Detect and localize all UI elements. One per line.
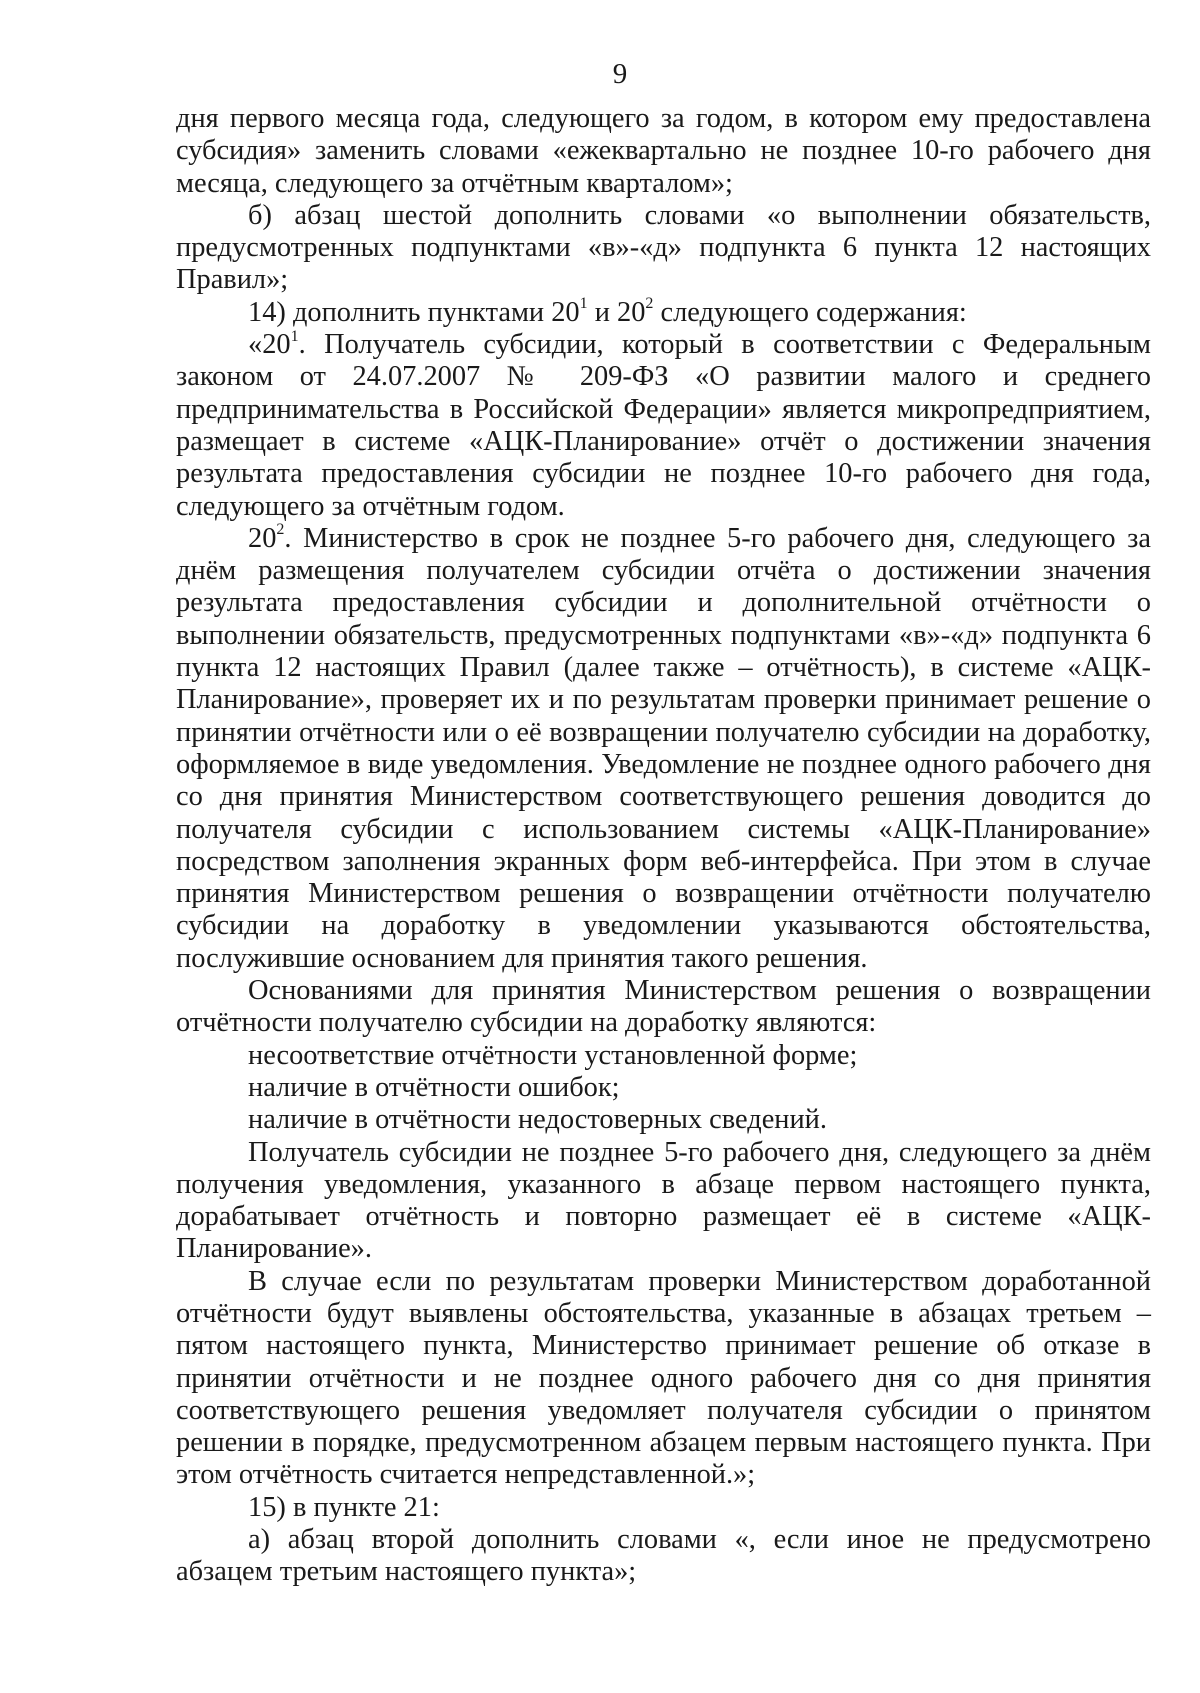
document-body — [176, 103, 1151, 1589]
item-14-text-end: следующего содержания: — [653, 296, 967, 328]
item-14-superscript-2: 2 — [645, 295, 654, 313]
paragraph-item-14 — [176, 297, 1151, 329]
list-item-false-info: наличие в отчётности недостоверных сведений. — [248, 1104, 827, 1136]
list-item-form-mismatch: несоответствие отчётности установленной форме; — [248, 1039, 858, 1071]
paragraph-point-20-2 — [176, 523, 1151, 975]
paragraph-point-20-1 — [176, 329, 1151, 523]
point-20-2-superscript: 2 — [276, 521, 285, 539]
point-20-1-number: «20 — [248, 329, 291, 361]
point-20-2-text: . Министерство в срок не позднее 5-го рабочего дня, следующего за днём размещения получателем субсидии отчёта о достижении значения результата предоставления субсидии и дополнительной отчётности о выполнении обязательств, предусмотренных подпунктами «в»-«д» подпункта 6 пункта 12 настоящих Правил (далее также – отчётность), в системе «АЦК-Планирование», проверяет их и по результатам проверки принимает решение о принятии отчётности или о её возвращении получателю субсидии на доработку, оформляемое в виде уведомления. Уведомление не позднее одного рабочего дня со дня принятия Министерством соответствующего решения доводится до получателя субсидии с использованием системы «АЦК-Планирование» посредством заполнения экранных форм веб-интерфейса. При этом в случае принятия Министерством решения о возвращении отчётности получателю субсидии на доработку в уведомлении указываются обстоятельства, послужившие основанием для принятия такого решения. — [176, 522, 1151, 974]
point-20-1-text: . Получатель субсидии, который в соответствии с Федеральным законом от 24.07.2007 № 209-ФЗ «О развитии малого и среднего предпринимательства в Российской Федерации» является микропредприятием, размещает в системе «АЦК-Планирование» отчёт о достижении значения результата предоставления субсидии не позднее 10-го рабочего дня года, следующего за отчётным годом. — [176, 329, 1151, 522]
paragraph-grounds-intro: Основаниями для принятия Министерством решения о возвращении отчётности получателю субсидии на доработку являются: — [176, 975, 1151, 1039]
paragraph-refusal: В случае если по результатам проверки Министерством доработанной отчётности будут выявлены обстоятельства, указанные в абзацах третьем – пятом настоящего пункта, Министерство принимает решение об отказе в принятии отчётности и не позднее одного рабочего дня со дня принятия соответствующего решения уведомляет получателя субсидии о принятом решении в порядке, предусмотренном абзацем первым настоящего пункта. При этом отчётность считается непредставленной.»; — [176, 1265, 1151, 1491]
point-20-2-number: 20 — [248, 522, 277, 554]
paragraph-subpoint-a: а) абзац второй дополнить словами «, если иное не предусмотрено абзацем третьим настоящего пункта»; — [176, 1524, 1151, 1588]
item-14-superscript-1: 1 — [579, 295, 588, 313]
list-item-errors: наличие в отчётности ошибок; — [248, 1071, 620, 1103]
paragraph-subpoint-b: б) абзац шестой дополнить словами «о выполнении обязательств, предусмотренных подпунктами «в»-«д» подпункта 6 пункта 12 настоящих Правил»; — [176, 199, 1151, 296]
page-number: 9 — [612, 58, 628, 90]
paragraph-resubmission: Получатель субсидии не позднее 5-го рабочего дня, следующего за днём получения уведомления, указанного в абзаце первом настоящего пункта, дорабатывает отчётность и повторно размещает её в системе «АЦК-Планирование». — [176, 1136, 1151, 1265]
paragraph-item-15: 15) в пункте 21: — [248, 1491, 440, 1523]
point-20-1-superscript: 1 — [290, 327, 299, 345]
item-14-text-middle: и 20 — [587, 296, 646, 328]
paragraph-continuation: дня первого месяца года, следующего за годом, в котором ему предоставлена субсидия» заменить словами «ежеквартально не позднее 10-го рабочего дня месяца, следующего за отчётным кварталом»; — [176, 103, 1151, 199]
item-14-text-start: 14) дополнить пунктами 20 — [248, 296, 580, 328]
